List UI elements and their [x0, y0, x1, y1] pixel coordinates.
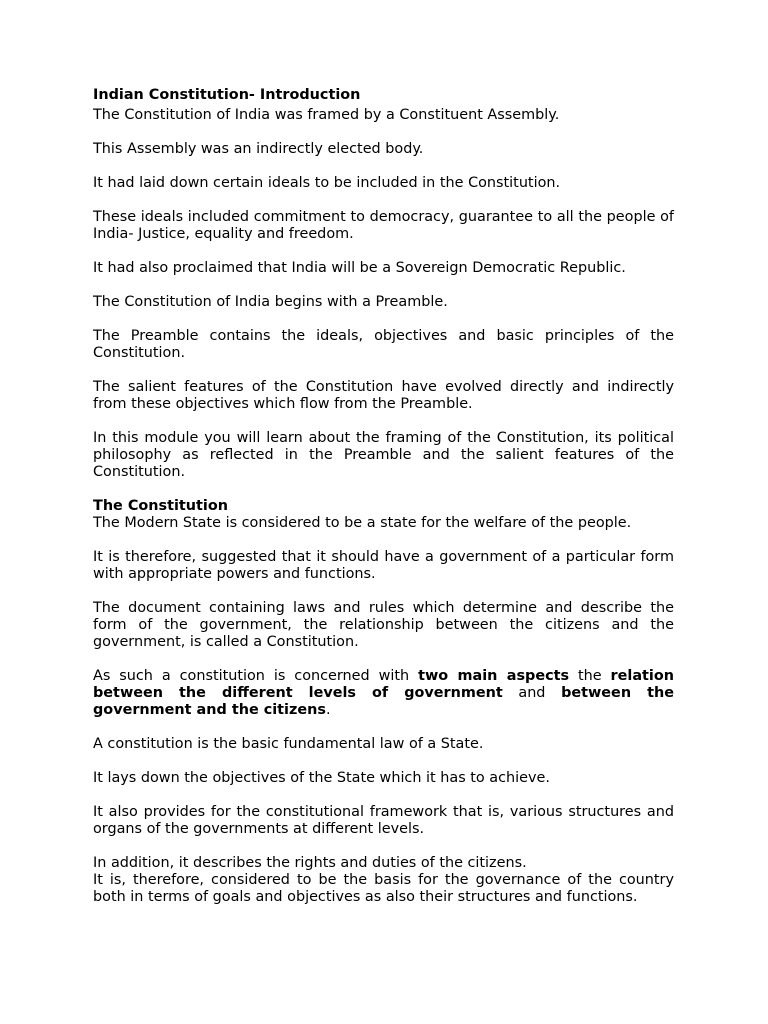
- paragraph: The Modern State is considered to be a state for the welfare of the people.: [93, 515, 632, 531]
- document-page: [93, 87, 674, 923]
- text-run: the: [569, 668, 611, 684]
- paragraph: It had laid down certain ideals to be included in the Constitution.: [93, 175, 561, 191]
- document-title: Indian Constitution- Introduction: [93, 87, 361, 103]
- paragraph: These ideals included commitment to democracy, guarantee to all the people of India- Justice, equality and freedom.: [93, 209, 674, 242]
- paragraph: In addition, it describes the rights and duties of the citizens.: [93, 855, 527, 871]
- paragraph: It is therefore, suggested that it should have a government of a particular form with appropriate powers and functions.: [93, 549, 674, 582]
- text-run: and: [502, 685, 562, 701]
- paragraph: This Assembly was an indirectly elected body.: [93, 141, 424, 157]
- bold-run: between the government and the citizens: [93, 685, 674, 718]
- paragraph: The Preamble contains the ideals, objectives and basic principles of the Constitution.: [93, 328, 674, 361]
- paragraph: A constitution is the basic fundamental law of a State.: [93, 736, 484, 752]
- text-run: .: [325, 702, 331, 718]
- text-run: As such a constitution is concerned with: [93, 668, 419, 684]
- paragraph: The document containing laws and rules which determine and describe the form of the government, the relationship between the citizens and the government, is called a Constitution.: [93, 600, 674, 650]
- paragraph: In this module you will learn about the framing of the Constitution, its political philosophy as reflected in the Preamble and the salient features of the Constitution.: [93, 430, 674, 480]
- paragraph: The Constitution of India begins with a Preamble.: [93, 294, 448, 310]
- paragraph: It is, therefore, considered to be the basis for the governance of the country both in terms of goals and objectives as also their structures and functions.: [93, 872, 674, 905]
- bold-run: two main aspects: [418, 668, 570, 684]
- bold-run: relation between the different levels of government: [93, 668, 674, 701]
- section-heading: The Constitution: [93, 498, 228, 514]
- paragraph: The salient features of the Constitution have evolved directly and indirectly from these objectives which flow from the Preamble.: [93, 379, 674, 412]
- paragraph: It had also proclaimed that India will be a Sovereign Democratic Republic.: [93, 260, 626, 276]
- paragraph: The Constitution of India was framed by a Constituent Assembly.: [93, 107, 560, 123]
- paragraph: It lays down the objectives of the State which it has to achieve.: [93, 770, 550, 786]
- aspects-paragraph: [93, 668, 674, 719]
- paragraph: It also provides for the constitutional framework that is, various structures and organs of the governments at different levels.: [93, 804, 674, 837]
